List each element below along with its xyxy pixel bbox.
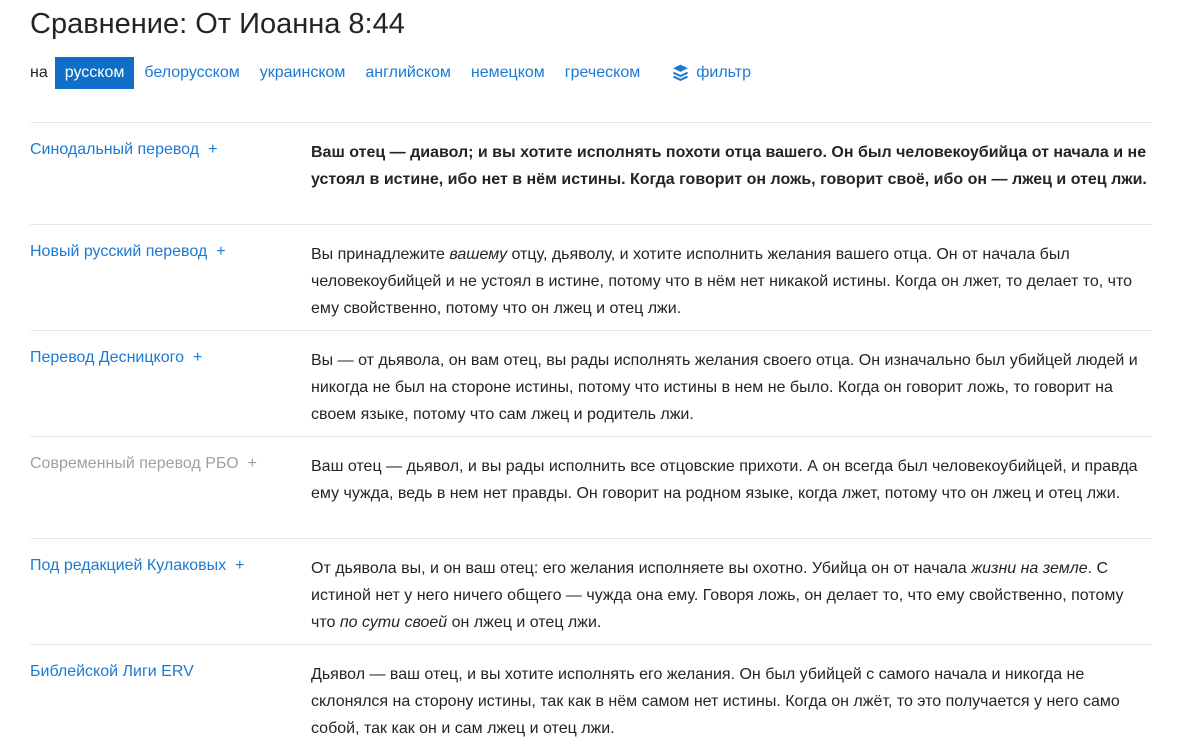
translation-label-cell (30, 241, 311, 322)
verse-text-segment: От дьявола вы, и он ваш отец: его желания исполняете вы охотно. Убийца он от начала (311, 559, 972, 577)
verse-text-segment: Вы принадлежите (311, 245, 450, 263)
verse-text-segment: Вы — от дьявола, он вам отец, вы рады исполнять желания своего отца. Он изначально был убийцей людей и никогда не был на стороне истины, потому что истины в нем не было. Когда он говорит ложь, то говорит на своем языке, потому что сам лжец и родитель лжи. (311, 351, 1138, 423)
translation-row (30, 122, 1152, 224)
translation-row (30, 330, 1152, 436)
translation-row (30, 436, 1152, 538)
verse-text-segment: Ваш отец — диавол; и вы хотите исполнять похоти отца вашего. Он был человекоубийца от начала и не устоял в истине, ибо нет в нём истины. Когда говорит он ложь, говорит своё, ибо он — лжец и отец лжи. (311, 143, 1147, 188)
translation-link-4[interactable]: Под редакцией Кулаковых (30, 556, 227, 574)
tab-language-1[interactable]: белорусском (144, 63, 240, 81)
translation-label-cell (30, 453, 311, 530)
language-prefix-label: на (30, 63, 48, 81)
translation-link-5[interactable]: Библейской Лиги ERV (30, 662, 194, 680)
language-tabbar (30, 57, 1152, 89)
translation-link-2[interactable]: Перевод Десницкого (30, 348, 184, 366)
translation-link-1[interactable]: Новый русский перевод (30, 242, 208, 260)
add-translation-button[interactable]: + (235, 556, 245, 574)
layers-icon (672, 64, 689, 81)
verse-text-italic-segment: жизни на земле (971, 559, 1088, 577)
tab-language-2[interactable]: украинском (259, 63, 346, 81)
translation-label-cell (30, 661, 311, 742)
add-translation-button[interactable]: + (216, 242, 226, 260)
page-title: Сравнение: От Иоанна 8:44 (30, 8, 405, 40)
verse-text-segment: Дьявол — ваш отец, и вы хотите исполнять его желания. Он был убийцей с самого начала и никогда не склонялся на сторону истины, так как в нём самом нет истины. Когда он лжёт, то это получается у него само собой, так как он и сам лжец и отец лжи. (311, 665, 1120, 737)
tab-language-5[interactable]: греческом (564, 63, 641, 81)
translation-label-cell (30, 139, 311, 216)
verse-text (311, 347, 1152, 428)
tab-language-3[interactable]: английском (365, 63, 451, 81)
comparison-page (30, 7, 1152, 750)
verse-text (311, 139, 1152, 216)
verse-text (311, 453, 1152, 530)
verse-text-italic-segment: по сути своей (339, 613, 448, 631)
verse-text (311, 661, 1152, 742)
add-translation-button[interactable]: + (208, 140, 218, 158)
translation-row (30, 644, 1152, 750)
filter-button-label: фильтр (696, 63, 751, 81)
verse-text-italic-segment: вашему (449, 245, 508, 263)
add-translation-button[interactable]: + (247, 454, 257, 472)
translation-label-cell (30, 555, 311, 636)
translation-label-cell (30, 347, 311, 428)
add-translation-button[interactable]: + (192, 348, 203, 366)
tab-language-4[interactable]: немецком (470, 63, 545, 81)
verse-text-segment: отцу, дьяволу, и хотите исполнить желания вашего отца. Он от начала был человекоубийцей и не устоял в истине, потому что в нём нет никакой истины. Когда он лжет, то делает то, что ему свойственно, потому что он лжец и отец лжи. (311, 245, 1133, 317)
translations-table (30, 122, 1152, 750)
translation-row (30, 224, 1152, 330)
translation-row (30, 538, 1152, 644)
verse-text-segment: . С истиной нет у него ничего общего — чужда она ему. Говоря ложь, он делает то, что ему свойственно, потому что (311, 559, 1124, 631)
verse-text (311, 241, 1152, 322)
verse-text-segment: Ваш отец — дьявол, и вы рады исполнить все отцовские прихоти. А он всегда был человекоубийцей, и правда ему чужда, ведь в нем нет правды. Он говорит на родном языке, когда лжет, потому что он лжец и отец лжи. (311, 457, 1138, 502)
translation-link-0[interactable]: Синодальный перевод (30, 140, 200, 158)
language-tabs (55, 57, 650, 89)
verse-text (311, 555, 1152, 636)
filter-button[interactable] (672, 64, 751, 81)
verse-text-segment: он лжец и отец лжи. (447, 613, 602, 631)
translation-link-3[interactable]: Современный перевод РБО (30, 454, 239, 472)
tab-language-0[interactable]: русском (55, 57, 135, 89)
